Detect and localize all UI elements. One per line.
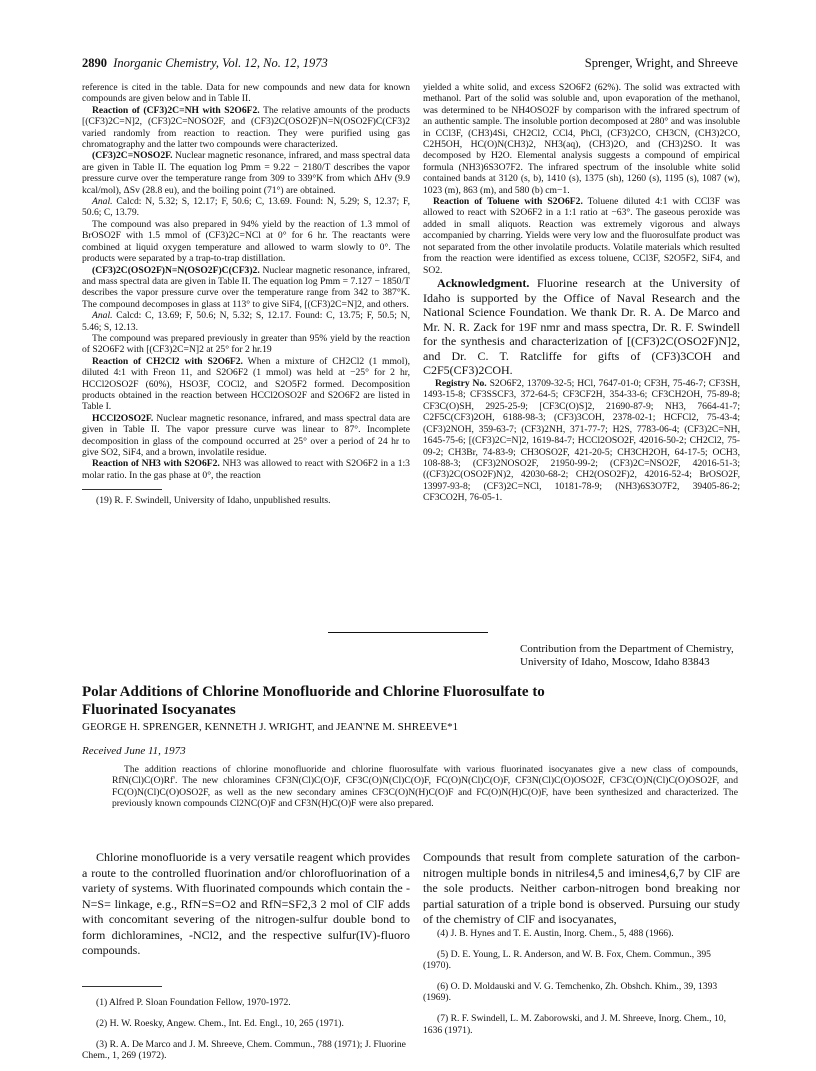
abstract: The addition reactions of chlorine monofluoride and chlorine fluorosulfate with various fluorinated isocyanates give a new class of compounds, RfN(Cl)C(O)Rf'. The new chloramines CF3N(Cl)C(O)F, CF3C(O)N(Cl)C(O)F, FC(O)N(Cl)C(O)F, CF3N(Cl)C(O)OSO2F, CF3C(O)N(Cl)C(O)OSO2F, and FC(O)N(Cl)C(O)OSO2F, as well as the new secondary amines CF3C(O)N(H)C(O)F and FC(O)N(H)C(O)F, have been synthesized and characterized. The previously known compounds Cl2NC(O)F and CF3N(H)C(O)F were also prepared. bbox=[112, 764, 738, 810]
previous-article-column-2 bbox=[423, 82, 740, 504]
paragraph: Compounds that result from complete saturation of the carbon-nitrogen multiple bonds in nitriles4,5 and imines4,6,7 by ClF are the sole products. Neither carbon-nitrogen bond breaking nor partial saturation of a triple bond is observed. Pursuing our study of the chemistry of ClF and isocyanates, bbox=[423, 850, 740, 926]
intro-column-1 bbox=[82, 850, 410, 959]
footnote: (6) O. D. Moldauski and V. G. Temchenko, Zh. Obshch. Khim., 39, 1393 (1969). bbox=[423, 981, 718, 1004]
article-title: Polar Additions of Chlorine Monofluoride and Chlorine Fluorosulfate to Fluorinated Isocyanates bbox=[82, 684, 545, 718]
section-reaction-toluene: Reaction of Toluene with S2O6F2. Toluene diluted 4:1 with CCl3F was allowed to react with S2O6F2 in a 1:1 ratio at −63°. The gaseous peroxide was added in small aliquots. Reaction was extremely vigorous and always accompanied by charring. Yields were very low and the fluorosulfate product was not separated from the other involatile products. Volatile materials which resulted from the reaction were identified as excess toluene, CCl3F, S2O5F2, SiF4, and SO2. bbox=[423, 196, 740, 276]
registry-numbers: Registry No. S2O6F2, 13709-32-5; HCl, 7647-01-0; CF3H, 75-46-7; CF3SH, 1493-15-8; CF3SSCF3, 372-64-5; CF3CF2H, 354-33-6; CF3CH2OH, 75-89-8; CF3C(O)SH, 2925-25-9; [CF3C(O)S]2, 21690-87-9; NH3, 7664-41-7; C2F5C(CF3)2OH, 6188-98-3; (CF3)3COH, 2378-02-1; HCFCl2, 75-43-4; (CF3)2NOH, 359-63-7; (CF3)2NH, 371-77-7; H2S, 7783-06-4; (CF3)2C=NH, 1645-75-6; [(CF3)2C=N]2, 1619-84-7; HCCl2OSO2F, 42016-50-2; CH2Cl2, 75-09-2; CH3Br, 74-83-9; CH3OSO2F, 421-20-5; CH3CH2OH, 64-17-5; OCH3, 108-88-3; (CF3)2NOSO2F, 21950-99-2; (CF3)2C=NSO2F, 42016-51-3; ((CF3)2C(OSO2F)N)2, 42030-68-2; CH2(OSO2F)2, 42016-52-4; BrOSO2F, 13997-93-8; (CF3)2C=NCl, 10181-78-9; (NH3)6S3O7F2, 39405-86-2; CF3CO2H, 76-05-1. bbox=[423, 378, 740, 504]
analysis: Anal. Calcd: N, 5.32; S, 12.17; F, 50.6; C, 13.69. Found: N, 5.29; S, 12.37; F, 50.6; C, 13.79. bbox=[82, 196, 410, 219]
footnote: (2) H. W. Roesky, Angew. Chem., Int. Ed. Engl., 10, 265 (1971). bbox=[96, 1017, 344, 1029]
section-dichloromethyl-fluorosulfate: HCCl2OSO2F. Nuclear magnetic resonance, infrared, and mass spectral data are given in Table II. The vapor pressure curve was linear to 87°. Incomplete decomposition in glass of the compound occurred at 25° over a period of 24 hr to give SO2, SiF4, and a brown, involatile residue. bbox=[82, 412, 410, 458]
article-divider bbox=[328, 632, 488, 633]
acknowledgment: Acknowledgment. Fluorine research at the University of Idaho is supported by the Office of Naval Research and the National Science Foundation. We thank Dr. R. A. De Marco and Mr. N. R. Zack for 19F nmr and mass spectra, Dr. R. F. Swindell for the synthesis and characterization of [(CF3)2C(OSO2F)N]2, and Dr. C. T. Ratcliffe for gifts of (CF3)3COH and C2F5(CF3)2COH. bbox=[423, 275, 740, 378]
section-reaction-ammonia: Reaction of NH3 with S2O6F2. NH3 was allowed to react with S2O6F2 in a 1:3 molar ratio. In the gas phase at 0°, the reaction bbox=[82, 458, 410, 481]
section-reaction-imine: Reaction of (CF3)2C=NH with S2O6F2. The relative amounts of the products [(CF3)2C=N]2, (CF3)2C=NOSO2F, and (CF3)2C(OSO2F)N=N(OSO2F)C(CF3)2 varied randomly from reaction to reaction. They were purified using gas chromatography and the latter two compounds were characterized. bbox=[82, 104, 410, 151]
footnote-rule bbox=[82, 489, 162, 490]
section-azo-compound: (CF3)2C(OSO2F)N=N(OSO2F)C(CF3)2. Nuclear magnetic resonance, infrared, and mass spectral data are given in Table II. The equation log Pmm = 7.127 − 1850/T describes the vapor pressure curve over the temperature range from 342 to 387°K. The compound decomposes in glass at 113° to give SiF4, [(CF3)2C=N]2, and others. bbox=[82, 264, 410, 310]
footnote: (1) Alfred P. Sloan Foundation Fellow, 1970-1972. bbox=[96, 996, 291, 1008]
running-head-left bbox=[82, 56, 328, 71]
footnote: (3) R. A. De Marco and J. M. Shreeve, Chem. Commun., 788 (1971); J. Fluorine Chem., 1, 269 (1972). bbox=[82, 1038, 406, 1061]
section-reaction-dichloromethane: Reaction of CH2Cl2 with S2O6F2. When a mixture of CH2Cl2 (1 mmol), diluted 4:1 with Freon 11, and S2O6F2 (1 mmol) was held at −25° for 2 hr, HCCl2OSO2F (60%), HSO3F, COCl2, and S2O5F2 formed. Decomposition products obtained in the reaction between HCCl2OSO2F and S2O6F2 are listed in Table I. bbox=[82, 355, 410, 413]
paragraph: The compound was prepared previously in greater than 95% yield by the reaction of S2O6F2 with [(CF3)2C=N]2 at 25° for 2 hr.19 bbox=[82, 332, 410, 356]
footnote: (4) J. B. Hynes and T. E. Austin, Inorg. Chem., 5, 488 (1966). bbox=[437, 927, 674, 939]
paragraph: reference is cited in the table. Data for new compounds and new data for known compounds are given below and in Table II. bbox=[82, 82, 410, 105]
received-date: Received June 11, 1973 bbox=[82, 745, 186, 757]
intro-column-2 bbox=[423, 850, 740, 928]
analysis: Anal. Calcd: C, 13.69; F, 50.6; N, 5.32; S, 12.17. Found: C, 13.75; F, 50.5; N, 5.46; S, 12.13. bbox=[82, 310, 410, 333]
page-header bbox=[82, 56, 738, 74]
running-head-authors: Sprenger, Wright, and Shreeve bbox=[584, 56, 738, 70]
article-authors: GEORGE H. SPRENGER, KENNETH J. WRIGHT, and JEAN'NE M. SHREEVE*1 bbox=[82, 721, 459, 733]
contribution-line: Contribution from the Department of Chemistry, University of Idaho, Moscow, Idaho 83843 bbox=[520, 643, 734, 668]
footnote: (19) R. F. Swindell, University of Idaho, unpublished results. bbox=[96, 495, 331, 507]
footnote: (5) D. E. Young, L. R. Anderson, and W. B. Fox, Chem. Commun., 395 (1970). bbox=[423, 948, 711, 971]
footnote: (7) R. F. Swindell, L. M. Zaborowski, and J. M. Shreeve, Inorg. Chem., 10, 1636 (1971). bbox=[423, 1013, 726, 1036]
footnote-rule bbox=[82, 986, 162, 987]
section-imine-fluorosulfate: (CF3)2C=NOSO2F. Nuclear magnetic resonance, infrared, and mass spectral data are given in Table II. The equation log Pmm = 9.22 − 2180/T describes the vapor pressure curve over the temperature range from 309 to 339°K from which ΔHv (9.9 kcal/mol), ΔSv (28.8 eu), and the boiling point (71°) are obtained. bbox=[82, 150, 410, 196]
paragraph: Chlorine monofluoride is a very versatile reagent which provides a route to the controlled fluorination and/or chlorofluorination of a variety of systems. With fluorinated compounds which contain the -N=S= linkage, e.g., RfN=S=O2 and RfN=SF2,3 2 mol of ClF adds with concomitant severing of the nitrogen-sulfur double bond to form dichloramines, -NCl2, and the respective sulfur(IV)-fluoro compounds. bbox=[82, 850, 410, 957]
footnotes-column-2 bbox=[423, 918, 740, 1046]
paragraph: yielded a white solid, and excess S2O6F2 (62%). The solid was extracted with methanol. Part of the solid was soluble and, upon evaporation of the methanol, was determined to be NH4OSO2F by comparison with the infrared spectrum of an authentic sample. The insoluble portion decomposed at 280° and was insoluble in CCl3F, (CH3)4Si, CH2Cl2, CCl4, PhCl, (CF3)2CO, CH3CN, (CH3)2CO, C2H5OH, HC(O)N(CH3)2, NH3(aq), (CH3)2O, and (CH3)2SO. It was decomposed by H2O. Elemental analysis suggests a compound of empirical formula (NH3)6S3O7F2. The infrared spectrum of the insoluble white solid contained bands at 3120 (s, b), 1410 (s), 1375 (sh), 1260 (s), 1195 (s), 1087 (w), 1023 (m), 863 (m), and 580 (b) cm−1. bbox=[423, 82, 740, 196]
footnotes-column-1 bbox=[82, 978, 410, 1071]
page-number: 2890 bbox=[82, 56, 107, 70]
previous-article-column-1 bbox=[82, 82, 410, 507]
journal-citation: Inorganic Chemistry, Vol. 12, No. 12, 1973 bbox=[113, 56, 328, 70]
paragraph: The compound was also prepared in 94% yield by the reaction of 1.3 mmol of BrOSO2F with 1.5 mmol of (CF3)2C=NCl at 0° for 6 hr. The reactants were combined at liquid oxygen temperature and allowed to warm slowly to 0°. The products were separated by a trap-to-trap distillation. bbox=[82, 218, 410, 265]
